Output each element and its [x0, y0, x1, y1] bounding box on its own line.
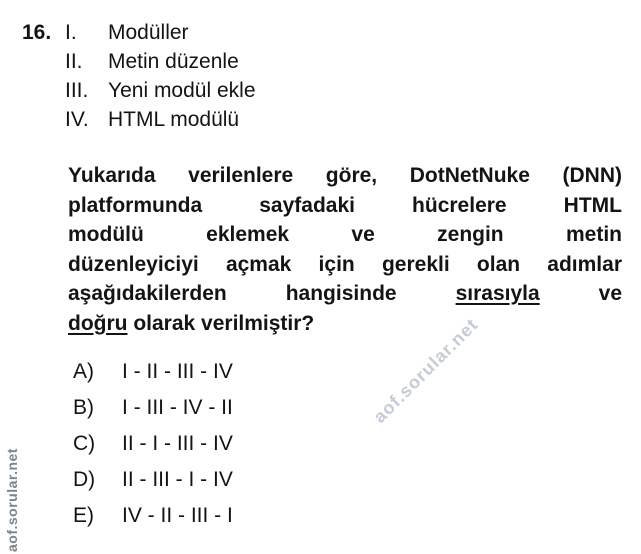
premise-item: [65, 18, 256, 47]
answer-options: [73, 360, 233, 540]
option-letter: B): [73, 396, 94, 419]
question-line: modülü eklemek ve zengin metin: [68, 223, 622, 246]
option-a: [73, 360, 233, 383]
option-letter: A): [73, 360, 94, 383]
option-letter: E): [73, 504, 94, 527]
premise-numeral: I.: [65, 21, 77, 44]
question-line: platformunda sayfadaki hücrelere HTML: [68, 193, 622, 217]
premise-numeral: III.: [65, 79, 89, 102]
premise-text: Metin düzenle: [108, 50, 239, 73]
premise-item: [65, 47, 256, 76]
option-c: [73, 432, 233, 455]
option-e: [73, 504, 233, 527]
premise-item: [65, 76, 256, 105]
watermark-site-vertical: aof.sorular.net: [4, 448, 20, 552]
option-value: I - II - III - IV: [122, 360, 233, 383]
question-line: doğru olarak verilmiştir?: [68, 311, 315, 335]
option-letter: C): [73, 432, 96, 455]
question-line: düzenleyiciyi açmak için gerekli olan adımlar: [68, 252, 622, 276]
question-number: 16.: [22, 21, 52, 44]
option-d: [73, 468, 233, 491]
option-value: I - III - IV - II: [122, 396, 233, 419]
premise-numeral: II.: [65, 50, 83, 73]
premise-text: HTML modülü: [108, 108, 240, 131]
premise-text: Yeni modül ekle: [108, 79, 256, 102]
premise-text: Modüller: [108, 21, 189, 44]
option-value: II - I - III - IV: [122, 432, 233, 455]
question-body: [68, 161, 622, 338]
question-line: aşağıdakilerden hangisinde sırasıyla ve: [68, 282, 623, 305]
premise-list: [65, 18, 256, 134]
watermark-site-diagonal: aof.sorular.net: [369, 314, 482, 427]
option-b: [73, 396, 233, 419]
option-value: IV - II - III - I: [122, 504, 233, 527]
option-value: II - III - I - IV: [122, 468, 233, 491]
premise-numeral: IV.: [65, 108, 89, 131]
underlined-word: sırasıyla: [455, 282, 540, 305]
question-line: Yukarıda verilenlere göre, DotNetNuke (DNN): [68, 164, 622, 187]
underlined-word: doğru: [68, 311, 128, 335]
option-letter: D): [73, 468, 96, 491]
premise-item: [65, 105, 256, 134]
